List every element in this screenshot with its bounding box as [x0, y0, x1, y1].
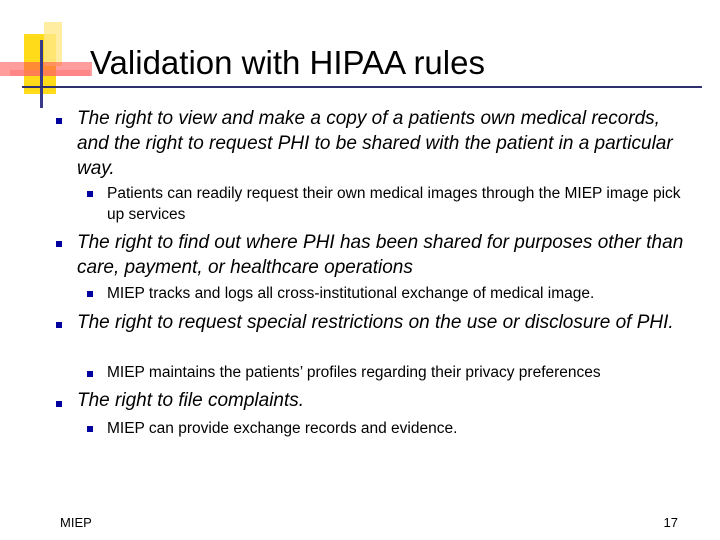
bullet-marker [56, 401, 62, 407]
sub-bullet-text-4: MIEP can provide exchange records and evidence. [107, 420, 458, 437]
bullet-marker [56, 118, 62, 124]
bullet-text-2: The right to find out where PHI has been shared for purposes other than care, payment, or healthcare operations [77, 232, 684, 278]
sub-bullet-marker [87, 191, 93, 197]
bullet-marker [56, 322, 62, 328]
corner-decoration [0, 0, 100, 110]
title-underline [22, 86, 702, 88]
sub-bullet-text-2: MIEP tracks and logs all cross-institutional exchange of medical image. [107, 285, 595, 302]
slide-title: Validation with HIPAA rules [90, 44, 485, 81]
bullet-marker [56, 241, 62, 247]
sub-bullet-marker [87, 371, 93, 377]
sub-bullet-marker [87, 426, 93, 432]
footer-label: MIEP [60, 515, 92, 530]
sub-bullet-text-3: MIEP maintains the patients’ profiles regarding their privacy preferences [107, 364, 601, 381]
bullet-text-3: The right to request special restrictions on the use or disclosure of PHI. [77, 312, 674, 333]
sub-bullet-marker [87, 291, 93, 297]
bullet-text-4: The right to file complaints. [77, 390, 305, 411]
page-number: 17 [663, 515, 678, 530]
sub-bullet-text-1: Patients can readily request their own medical images through the MIEP image pick up services [107, 185, 681, 223]
bullet-text-1: The right to view and make a copy of a patients own medical records, and the right to request PHI to be shared with the patient in a particular way. [77, 108, 673, 179]
